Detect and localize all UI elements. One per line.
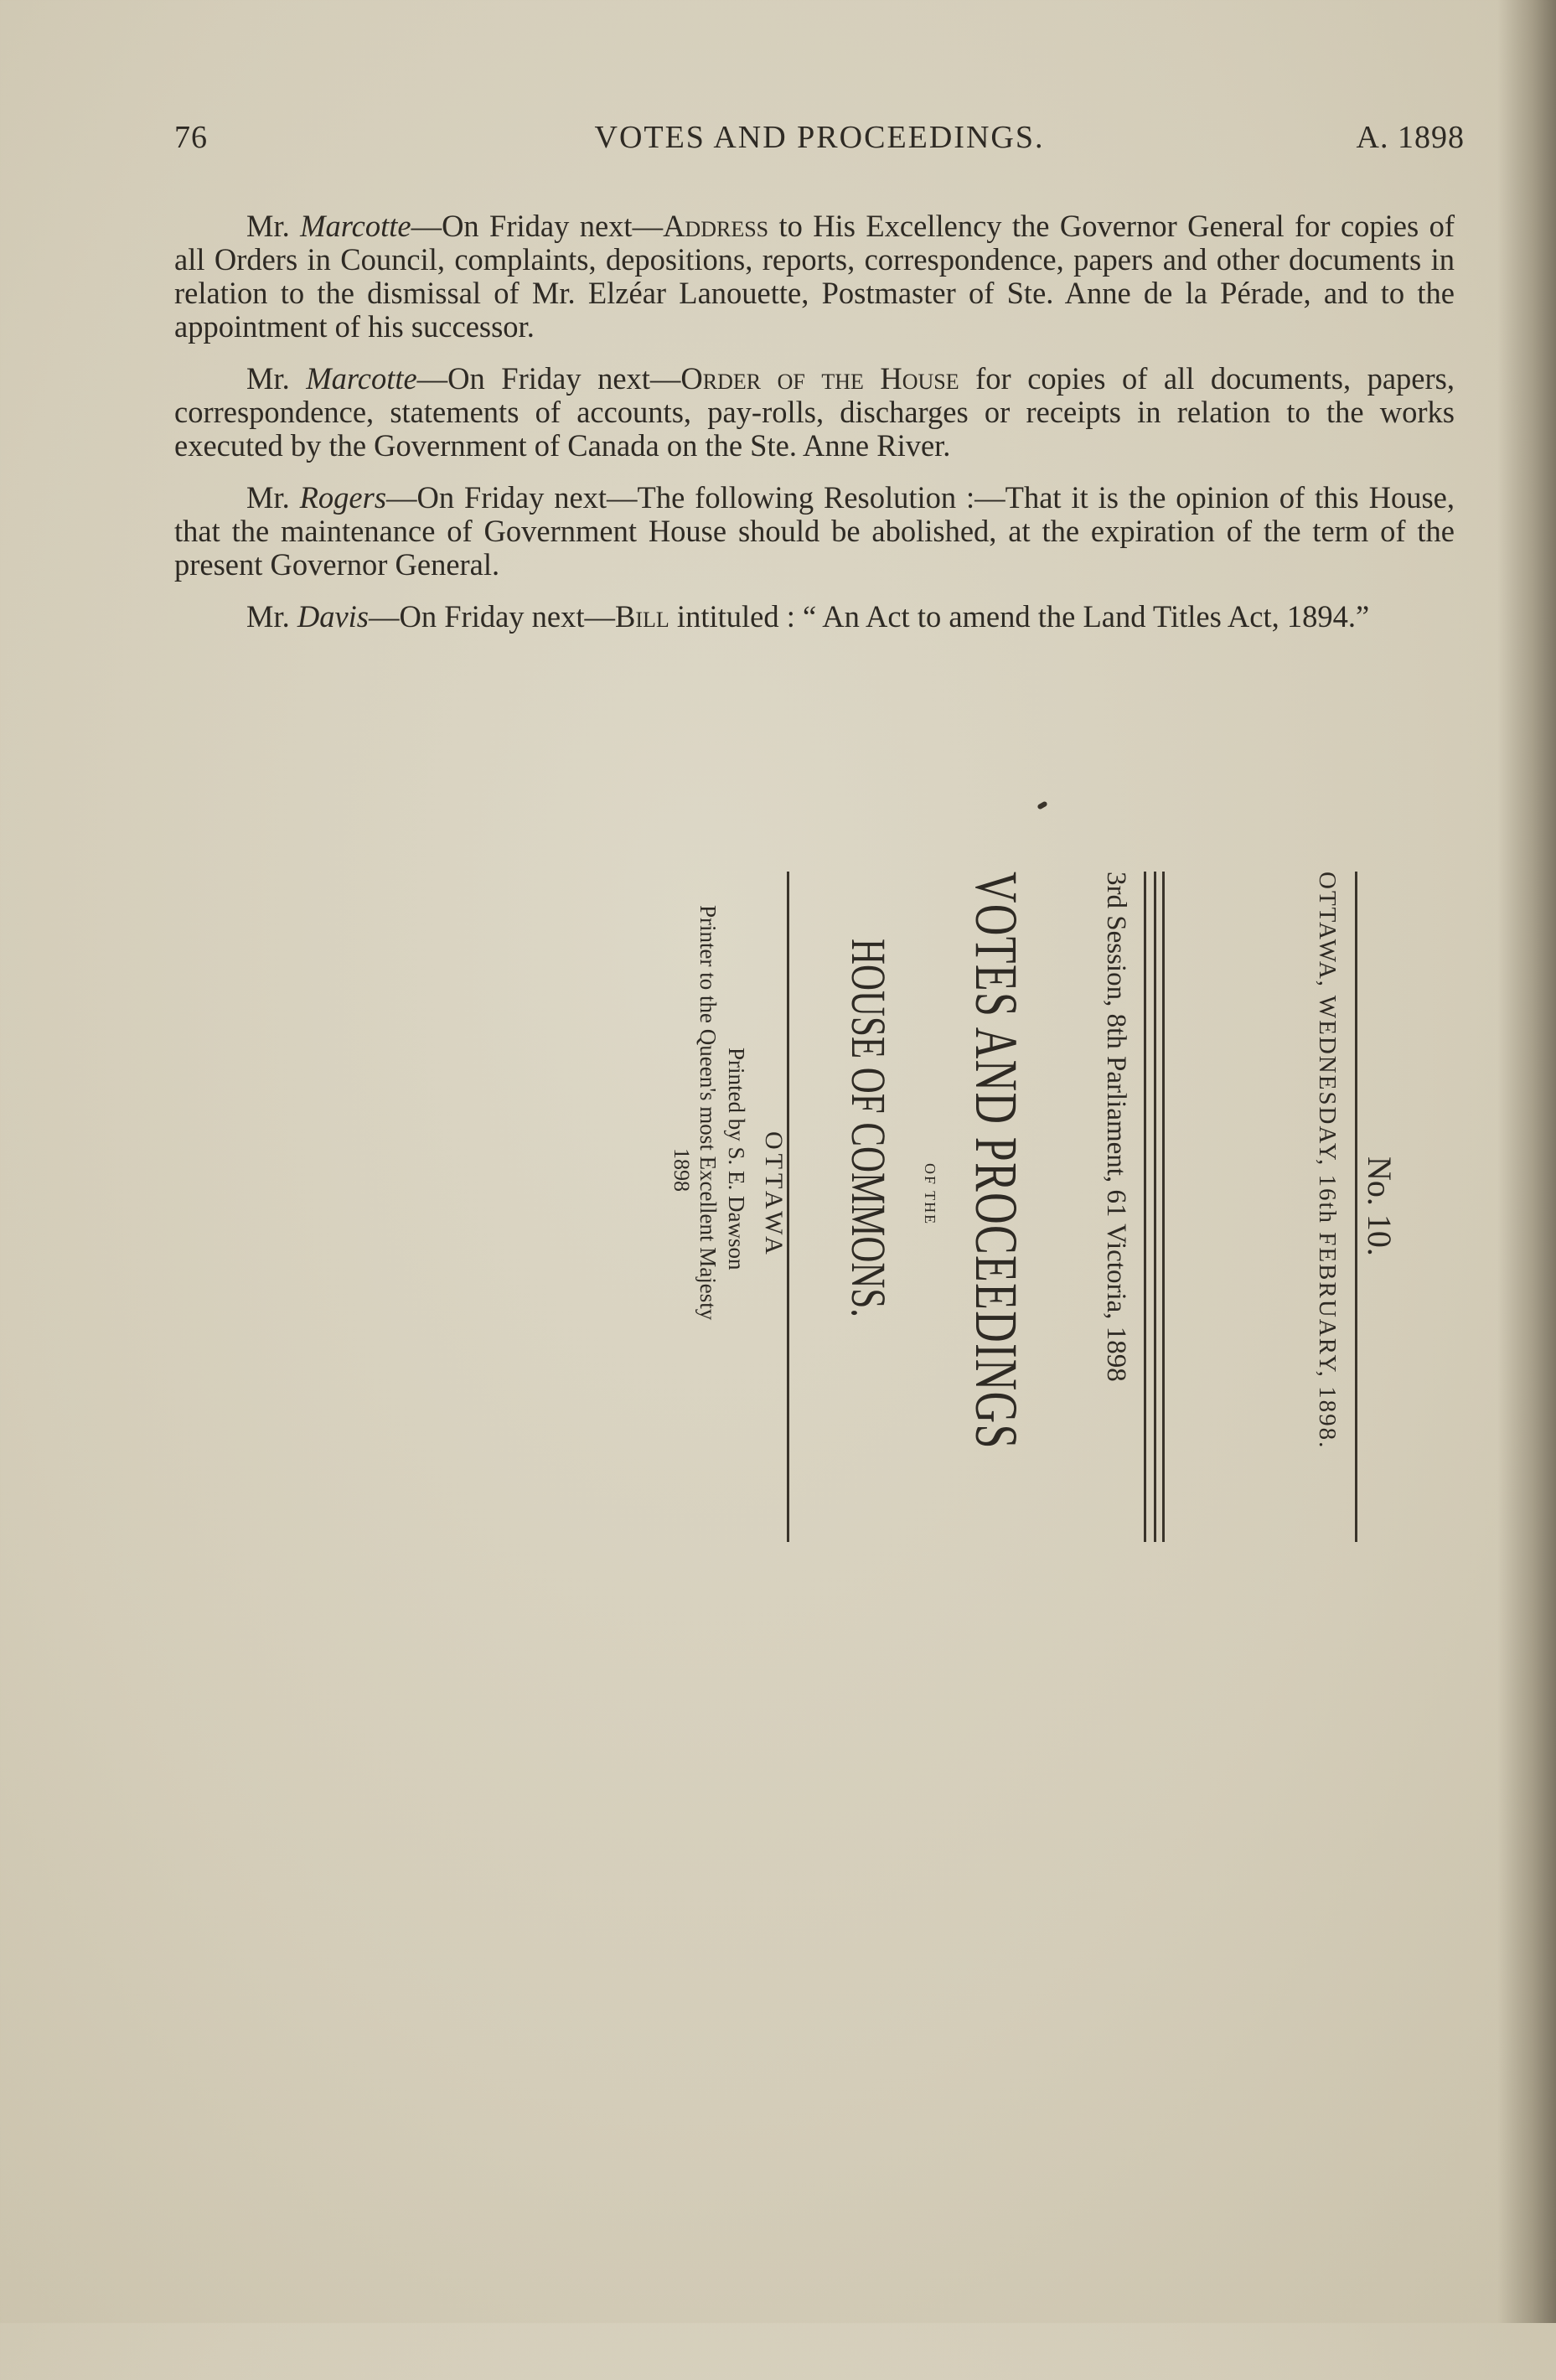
notice-text: intituled : “ An Act to amend the Land Titles Act, 1894.”	[669, 599, 1370, 634]
member-name: Davis	[297, 599, 370, 634]
issue-number: No. 10.	[1361, 1156, 1398, 1256]
imprint-city: OTTAWA	[760, 1131, 788, 1259]
session-year: A. 1898	[1356, 120, 1465, 155]
notice-text: to His Excellency the Governor General for copies of all Orders in Council, complaints, depositions, reports, correspondence, papers and other documents in relation to the dismissal of Mr. Elzéar Lanouette, Postmaster of Ste. Anne de la Pérade, and to the appointment of his successor.	[174, 209, 1455, 344]
notice-paragraph	[174, 210, 1455, 344]
member-prefix: Mr.	[246, 480, 290, 515]
imprint-year: 1898	[669, 1148, 694, 1192]
notice-text: for copies of all documents, papers, correspondence, statements of accounts, pay-rolls, discharges or receipts in relation to the works executed by the Government of Canada on the Ste. Anne River.	[174, 361, 1455, 463]
member-prefix: Mr.	[246, 361, 290, 396]
house-of-commons: HOUSE OF COMMONS.	[841, 939, 896, 1317]
of-the: OF THE	[922, 1163, 938, 1226]
notices-of-motion	[174, 210, 1455, 652]
rule-top	[1355, 872, 1357, 1542]
notice-lead: —On Friday next—	[411, 209, 664, 243]
page-number: 76	[174, 120, 208, 155]
notice-keyword: Bill	[615, 599, 669, 634]
imprint-printer-title: Printer to the Queen's most Excellent Majesty	[695, 905, 721, 1321]
notice-paragraph	[174, 481, 1455, 582]
title-page-block	[0, 872, 1398, 2380]
rule-double-1	[1162, 872, 1165, 1542]
issue-date: OTTAWA, WEDNESDAY, 16th FEBRUARY, 1898.	[1314, 872, 1341, 1450]
notice-text: The following Resolution :—That it is the opinion of this House, that the maintenance of Government House should be abolished, at the expiration of the term of the present Governor General.	[174, 480, 1455, 582]
member-name: Marcotte	[306, 361, 417, 396]
rule-double-3	[1144, 872, 1146, 1542]
session-line: 3rd Session, 8th Parliament, 61 Victoria, 1898	[1101, 872, 1131, 1382]
member-name: Rogers	[299, 480, 387, 515]
notice-lead: —On Friday next—	[386, 480, 638, 515]
page-gutter-shadow	[1497, 0, 1556, 2323]
main-title: VOTES AND PROCEEDINGS	[963, 872, 1030, 1450]
ink-mark	[1036, 800, 1047, 810]
member-prefix: Mr.	[246, 209, 290, 243]
running-header	[174, 119, 1465, 161]
notice-lead: —On Friday next—	[369, 599, 616, 634]
notice-keyword: Order of the House	[680, 361, 959, 396]
member-prefix: Mr.	[246, 599, 290, 634]
member-name: Marcotte	[300, 209, 411, 243]
notice-paragraph	[174, 600, 1455, 634]
notice-keyword: Address	[663, 209, 769, 243]
rule-double-2	[1154, 872, 1156, 1542]
notice-lead: —On Friday next—	[416, 361, 681, 396]
running-title: VOTES AND PROCEEDINGS.	[594, 120, 1045, 155]
notice-paragraph	[174, 362, 1455, 463]
imprint-printer: Printed by S. E. Dawson	[724, 1048, 749, 1270]
